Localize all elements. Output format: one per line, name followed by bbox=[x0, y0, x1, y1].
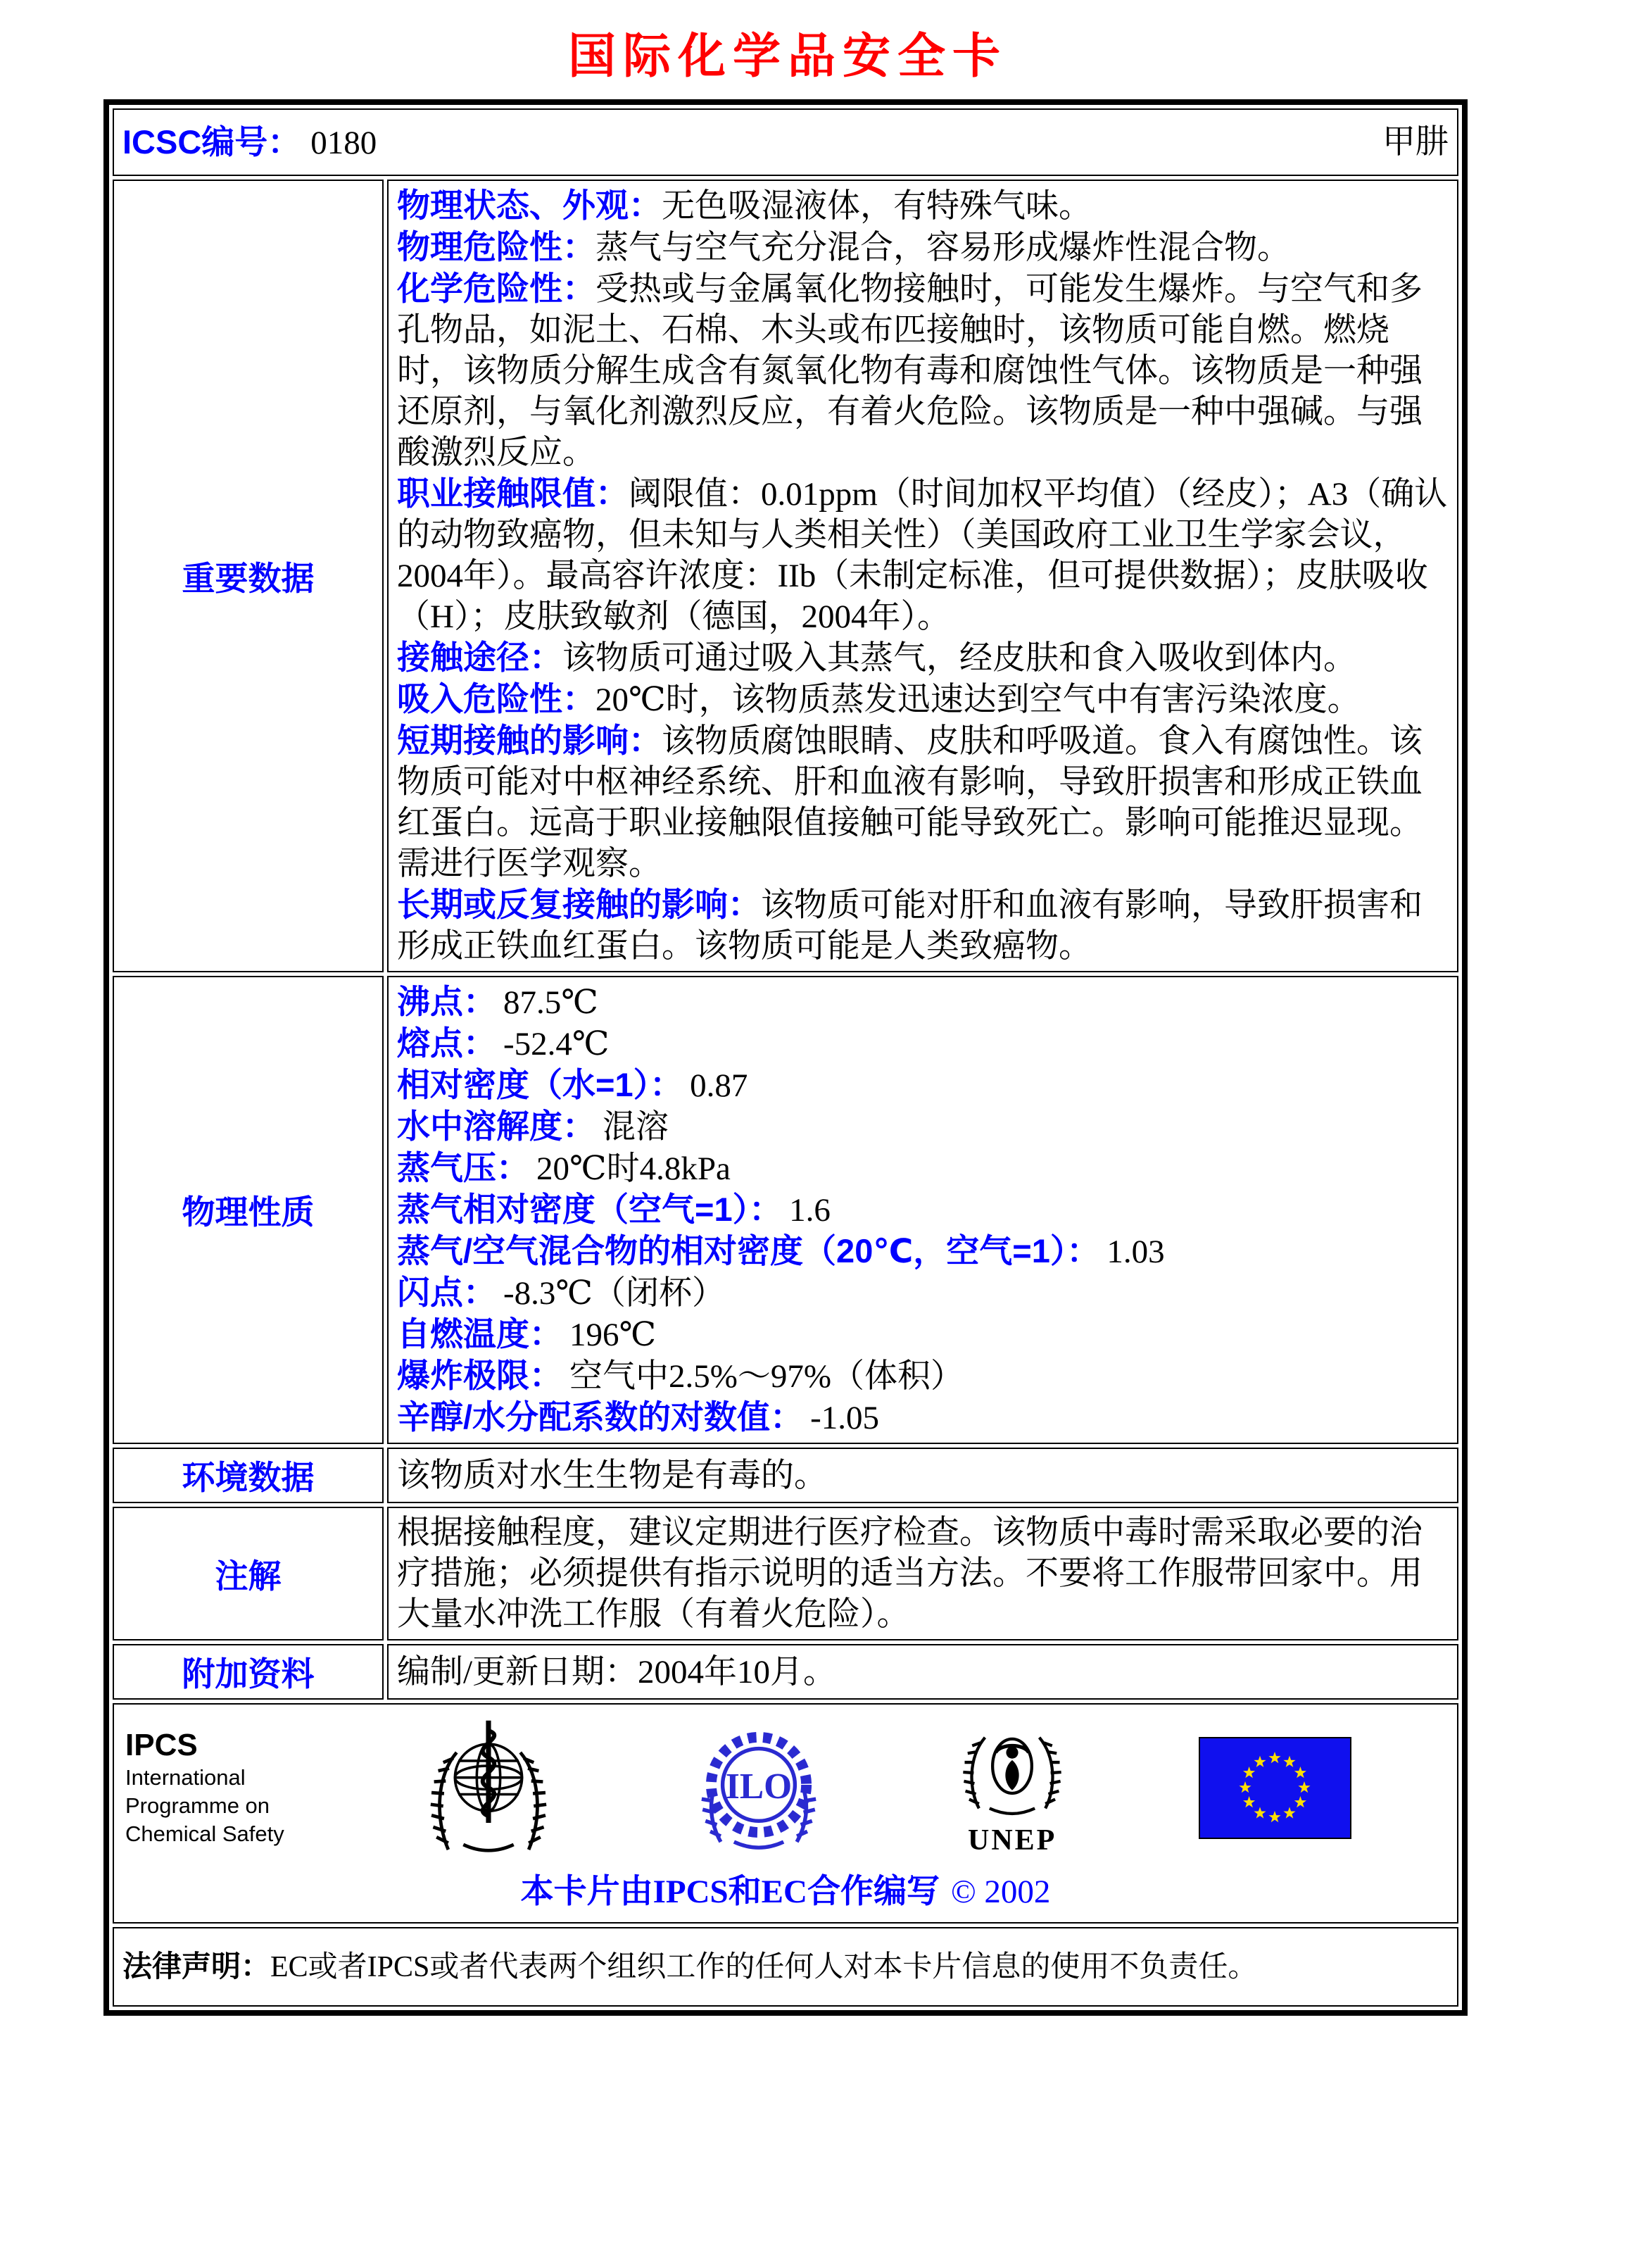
property-label: 闪点： bbox=[397, 1274, 496, 1311]
property-line bbox=[397, 1148, 1449, 1189]
legal-cell bbox=[113, 1927, 1458, 2007]
property-line bbox=[397, 1189, 1449, 1231]
property-line bbox=[397, 1106, 1449, 1148]
header-row bbox=[113, 108, 1458, 176]
property-value: 196℃ bbox=[569, 1317, 657, 1353]
property-value: -1.05 bbox=[810, 1400, 879, 1436]
important-item-label: 短期接触的影响： bbox=[397, 722, 662, 759]
chemical-name: 甲肼 bbox=[1382, 124, 1449, 161]
property-line bbox=[397, 1231, 1449, 1272]
important-item bbox=[397, 268, 1449, 473]
property-label: 自燃温度： bbox=[397, 1315, 562, 1353]
notes-row-label: 注解 bbox=[113, 1507, 384, 1640]
property-line bbox=[397, 1355, 1449, 1397]
icsc-number-label: ICSC编号： bbox=[122, 123, 301, 161]
important-item-text: 无色吸湿液体，有特殊气味。 bbox=[662, 188, 1092, 225]
important-item-label: 职业接触限值： bbox=[397, 475, 629, 512]
property-value: 20℃时4.8kPa bbox=[536, 1150, 731, 1187]
notes-content: 根据接触程度，建议定期进行医疗检查。该物质中毒时需采取必要的治疗措施；必须提供有指示说明的适当方法。不要将工作服带回家中。用大量水冲洗工作服（有着火危险）。 bbox=[387, 1507, 1458, 1640]
notes-row bbox=[113, 1507, 1458, 1640]
property-label: 水中溶解度： bbox=[397, 1108, 595, 1145]
ilo-logo-icon bbox=[692, 1720, 826, 1855]
legal-row bbox=[113, 1927, 1458, 2007]
physical-properties-row bbox=[113, 976, 1458, 1444]
property-value: 1.6 bbox=[789, 1192, 831, 1229]
important-item-label: 吸入危险性： bbox=[397, 680, 595, 717]
property-label: 相对密度（水=1）： bbox=[397, 1066, 683, 1103]
card-caption-copyright: © 2002 bbox=[950, 1874, 1051, 1910]
important-data-content bbox=[387, 180, 1458, 972]
property-label: 蒸气相对密度（空气=1）： bbox=[397, 1191, 783, 1228]
important-item bbox=[397, 185, 1449, 227]
eu-flag-icon bbox=[1199, 1737, 1351, 1839]
ipcs-subtitle-line: Chemical Safety bbox=[125, 1821, 284, 1846]
important-item bbox=[397, 637, 1449, 679]
ipcs-subtitle-line: Programme on bbox=[125, 1793, 270, 1818]
important-item-label: 物理危险性： bbox=[397, 228, 595, 265]
icsc-card bbox=[103, 99, 1468, 2016]
legal-text: EC或者IPCS或者代表两个组织工作的任何人对本卡片信息的使用不负责任。 bbox=[270, 1951, 1258, 1983]
unep-logo-text: UNEP bbox=[967, 1824, 1057, 1857]
ipcs-title: IPCS bbox=[125, 1728, 198, 1762]
important-item bbox=[397, 473, 1449, 637]
important-data-row-label: 重要数据 bbox=[113, 180, 384, 972]
logos-cell bbox=[113, 1703, 1458, 1924]
property-label: 沸点： bbox=[397, 983, 496, 1020]
property-line bbox=[397, 1397, 1449, 1438]
property-value: 1.03 bbox=[1106, 1234, 1165, 1270]
ipcs-subtitle-line: International bbox=[125, 1765, 246, 1790]
property-line bbox=[397, 981, 1449, 1023]
important-item-text: 该物质可通过吸入其蒸气，经皮肤和食入吸收到体内。 bbox=[562, 640, 1356, 677]
ilo-logo-text: ILO bbox=[726, 1766, 793, 1807]
property-value: -8.3℃（闭杯） bbox=[503, 1275, 725, 1312]
icsc-number-group bbox=[122, 122, 377, 163]
property-value: -52.4℃ bbox=[503, 1026, 610, 1062]
environmental-data-content: 该物质对水生生物是有毒的。 bbox=[387, 1448, 1458, 1503]
physical-properties-row-label: 物理性质 bbox=[113, 976, 384, 1444]
important-item bbox=[397, 884, 1449, 967]
environmental-data-row-label: 环境数据 bbox=[113, 1448, 384, 1503]
ipcs-text-block bbox=[125, 1727, 284, 1848]
card-table bbox=[109, 105, 1462, 2010]
important-item-text: 受热或与金属氧化物接触时，可能发生爆炸。与空气和多孔物品，如泥土、石棉、木头或布匹接触时，该物质可能自燃。燃烧时，该物质分解生成含有氮氧化物有毒和腐蚀性气体。该物质是一种强还原剂，与氧化剂激烈反应，有着火危险。该物质是一种中强碱。与强酸激烈反应。 bbox=[397, 271, 1423, 471]
important-item-label: 物理状态、外观： bbox=[397, 187, 662, 224]
property-line bbox=[397, 1023, 1449, 1065]
important-item-text: 阈限值：0.01ppm（时间加权平均值）（经皮）；A3（确认的动物致癌物，但未知与人类相关性）（美国政府工业卫生学家会议，2004年）。最高容许浓度：IIb（未制定标准，但可提供数据）；皮肤吸收（H）；皮肤致敏剂（德国，2004年）。 bbox=[397, 476, 1448, 635]
property-label: 熔点： bbox=[397, 1024, 496, 1062]
additional-info-row bbox=[113, 1644, 1458, 1700]
important-item bbox=[397, 679, 1449, 720]
unep-logo-block bbox=[959, 1719, 1065, 1856]
property-line bbox=[397, 1314, 1449, 1355]
property-label: 蒸气/空气混合物的相对密度（20℃，空气=1）： bbox=[397, 1232, 1100, 1269]
property-line bbox=[397, 1065, 1449, 1106]
who-logo-icon bbox=[418, 1717, 559, 1858]
property-line bbox=[397, 1272, 1449, 1314]
card-caption-text: 本卡片由IPCS和EC合作编写 bbox=[520, 1874, 940, 1910]
important-item-label: 接触途径： bbox=[397, 639, 562, 676]
icsc-number-value: 0180 bbox=[310, 124, 377, 161]
property-label: 爆炸极限： bbox=[397, 1357, 562, 1394]
important-item-label: 化学危险性： bbox=[397, 270, 595, 307]
important-item-label: 长期或反复接触的影响： bbox=[397, 886, 761, 923]
additional-info-content: 编制/更新日期：2004年10月。 bbox=[387, 1644, 1458, 1700]
property-value: 0.87 bbox=[690, 1067, 748, 1104]
important-item bbox=[397, 227, 1449, 268]
property-value: 空气中2.5%～97%（体积） bbox=[569, 1358, 964, 1395]
important-item bbox=[397, 720, 1449, 884]
card-caption bbox=[121, 1865, 1450, 1912]
legal-label: 法律声明： bbox=[122, 1950, 271, 1983]
important-item-text: 该物质可能对肝和血液有影响，导致肝损害和形成正铁血红蛋白。该物质可能是人类致癌物。 bbox=[397, 887, 1423, 965]
important-item-text: 蒸气与空气充分混合，容易形成爆炸性混合物。 bbox=[595, 230, 1290, 266]
physical-properties-content bbox=[387, 976, 1458, 1444]
property-label: 辛醇/水分配系数的对数值： bbox=[397, 1398, 804, 1436]
property-value: 混溶 bbox=[603, 1109, 669, 1146]
additional-info-row-label: 附加资料 bbox=[113, 1644, 384, 1700]
environmental-data-row bbox=[113, 1448, 1458, 1503]
logos-row bbox=[113, 1703, 1458, 1924]
property-label: 蒸气压： bbox=[397, 1149, 529, 1186]
header-cell bbox=[113, 108, 1458, 176]
page-title: 国际化学品安全卡 bbox=[567, 30, 1007, 83]
unep-logo-icon bbox=[959, 1719, 1065, 1825]
property-value: 87.5℃ bbox=[503, 984, 598, 1021]
important-data-row bbox=[113, 180, 1458, 972]
important-item-text: 20℃时，该物质蒸发迅速达到空气中有害污染浓度。 bbox=[595, 682, 1361, 718]
important-item-text: 该物质腐蚀眼睛、皮肤和呼吸道。食入有腐蚀性。该物质可能对中枢神经系统、肝和血液有影响，导致肝损害和形成正铁血红蛋白。远高于职业接触限值接触可能导致死亡。影响可能推迟显现。需进行医学观察。 bbox=[397, 723, 1423, 882]
